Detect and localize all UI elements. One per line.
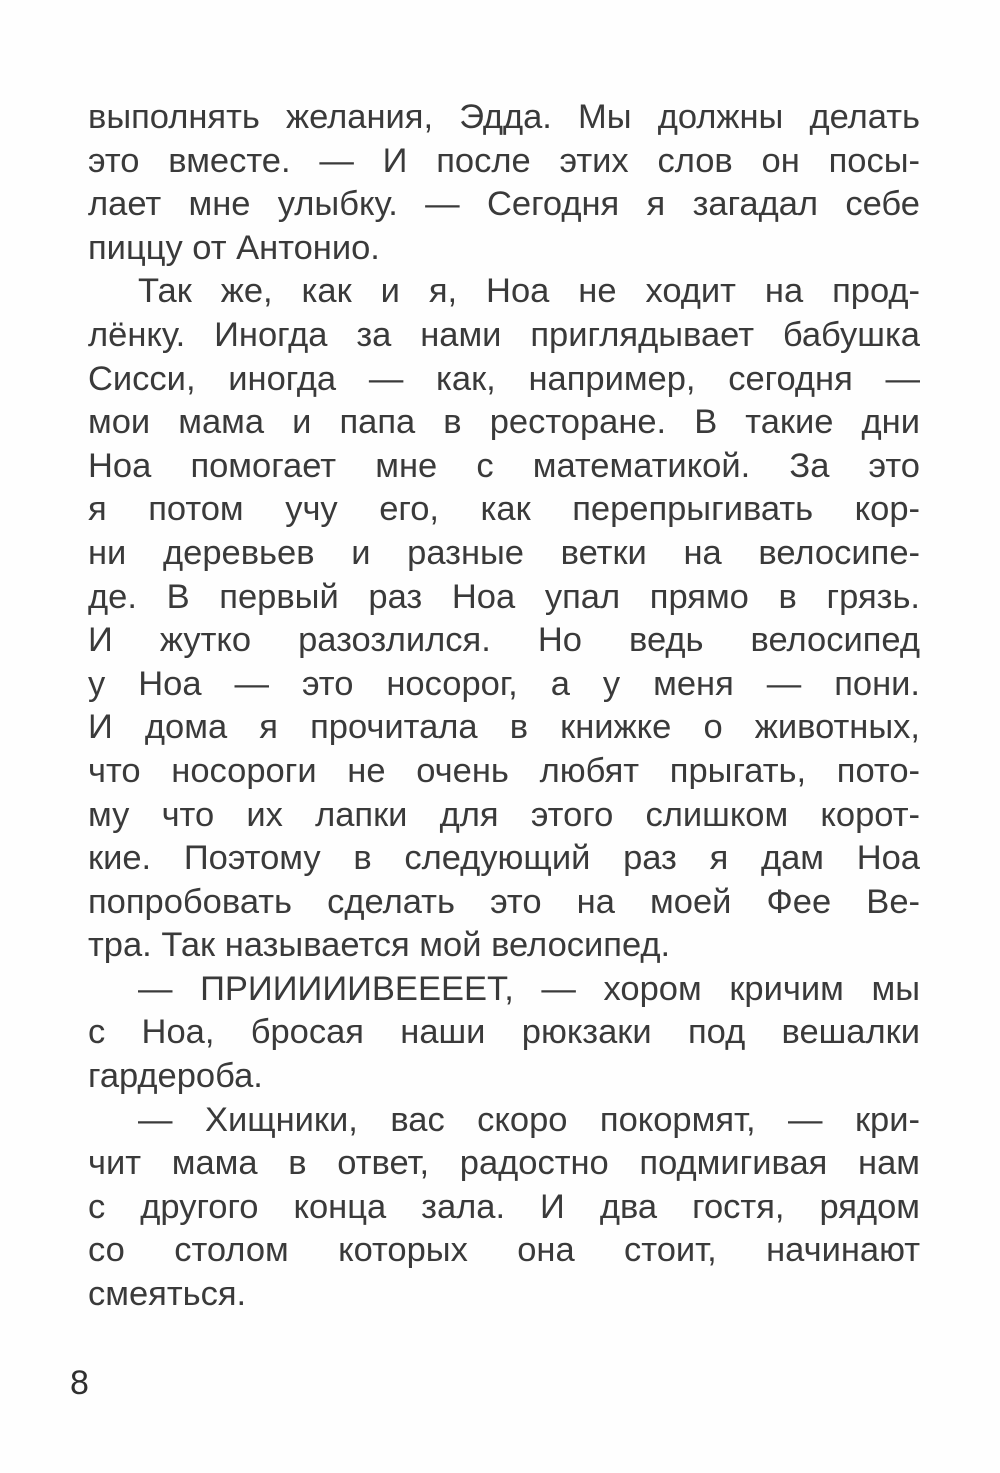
text-line: И жутко разозлился. Но ведь велосипед: [88, 621, 920, 660]
text-line: лёнку. Иногда за нами приглядывает бабушка: [88, 315, 920, 354]
text-line: у Ноа — это носорог, а у меня — пони.: [88, 664, 920, 703]
text-line: гардероба.: [88, 1057, 263, 1096]
text-line: что носороги не очень любят прыгать, пото-: [88, 751, 920, 790]
text-line: мои мама и папа в ресторане. В такие дни: [88, 403, 920, 442]
text-line: лает мне улыбку. — Сегодня я загадал себе: [88, 185, 920, 224]
body-text: [88, 96, 920, 1317]
text-line: это вместе. — И после этих слов он посы-: [88, 141, 920, 180]
text-line: с другого конца зала. И два гостя, рядом: [88, 1187, 920, 1226]
text-line: с Ноа, бросая наши рюкзаки под вешалки: [88, 1013, 920, 1052]
text-line: му что их лапки для этого слишком корот-: [88, 795, 920, 834]
text-line: кие. Поэтому в следующий раз я дам Ноа: [88, 839, 920, 878]
text-line: — ПРИИИИИВЕЕЕЕТ, — хором кричим мы: [138, 969, 920, 1008]
text-line: попробовать сделать это на моей Фее Ве-: [88, 882, 920, 921]
text-line: — Хищники, вас скоро покормят, — кри-: [138, 1100, 920, 1139]
text-line: Сисси, иногда — как, например, сегодня —: [88, 359, 920, 398]
text-line: смеяться.: [88, 1275, 247, 1314]
text-line: со столом которых она стоит, начинают: [88, 1231, 920, 1270]
text-line: я потом учу его, как перепрыгивать кор-: [88, 490, 920, 529]
text-line: тра. Так называется мой велосипед.: [88, 926, 671, 965]
text-line: пиццу от Антонио.: [88, 228, 380, 267]
text-line: Так же, как и я, Ноа не ходит на прод-: [138, 272, 920, 311]
text-line: выполнять желания, Эдда. Мы должны делать: [88, 98, 920, 136]
page-number: 8: [70, 1364, 89, 1402]
text-line: Ноа помогает мне с математикой. За это: [88, 446, 920, 485]
text-line: ни деревьев и разные ветки на велосипе-: [88, 533, 920, 572]
text-line: И дома я прочитала в книжке о животных,: [88, 708, 920, 747]
text-line: чит мама в ответ, радостно подмигивая нам: [88, 1144, 920, 1183]
text-line: де. В первый раз Ноа упал прямо в грязь.: [88, 577, 920, 616]
